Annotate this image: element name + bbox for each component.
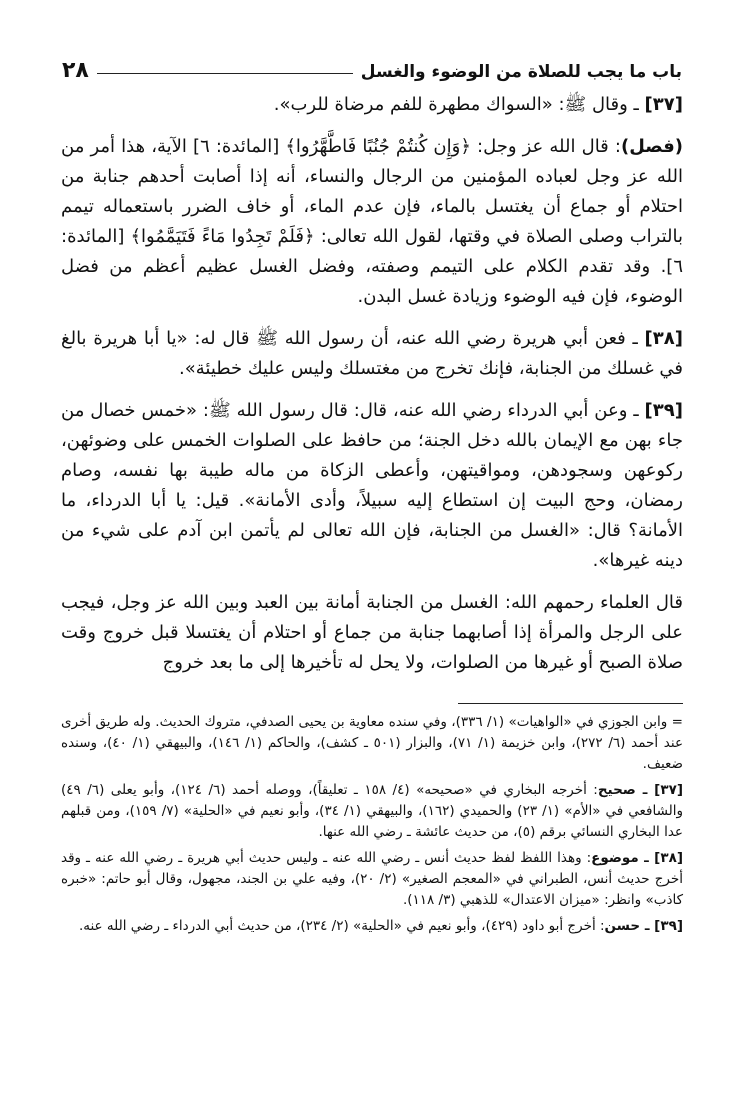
section-label: (فصل) [620, 136, 684, 157]
footnote-separator [458, 703, 683, 704]
footnote-text: : أخرجه البخاري في «صحيحه» (٤/ ١٥٨ ـ تعليقاً)، ووصله أحمد (٦/ ١٢٤)، وأبو يعلى (٦/ ٤٩) والشافعي في «الأم» (١/ ٢٣) والحميدي (١٦٢)، والبيهقي (١/ ٣٤)، وأبو نعيم في «الحلية» (٧/ ١٥٩)، ومن قبلهم عدا البخاري النسائي برقم (٥)، من حديث عائشة ـ رضي الله عنها. [61, 782, 684, 840]
footnotes [61, 712, 683, 937]
footnote-grade: ـ صحيح [597, 782, 655, 798]
paragraph [61, 396, 683, 576]
footnote [61, 916, 683, 937]
page-number: ٢٨ [62, 58, 89, 83]
footnote-grade: ـ حسن [604, 918, 655, 934]
footnote-text: : أخرج أبو داود (٤٢٩)، وأبو نعيم في «الحلية» (٢/ ٢٣٤)، من حديث أبي الدرداء ـ رضي الله عنه. [78, 918, 605, 934]
hadith-number: [٣٨] [644, 328, 683, 349]
footnote-number: [٣٧] [654, 782, 683, 798]
page-header [62, 52, 682, 82]
paragraph-text: ـ فعن أبي هريرة رضي الله عنه، أن رسول الله ﷺ قال له: «يا أبا هريرة بالغ في غسلك من الجنابة، فإنك تخرج من مغتسلك وليس عليك خطيئة». [61, 328, 683, 379]
footnote [61, 848, 683, 911]
footnote-text: = وابن الجوزي في «الواهيات» (١/ ٣٣٦)، وفي سنده معاوية بن يحيى الصدفي، متروك الحديث. وله طريق أخرى عند أحمد (٦/ ٢٧٢)، وابن خزيمة (١/ ٧١)، والبزار (٥٠١ ـ كشف)، والحاكم (١/ ١٤٦)، والبيهقي (١/ ٤٠)، وسنده ضعيف. [61, 714, 684, 772]
running-title: باب ما يجب للصلاة من الوضوء والغسل [360, 62, 682, 82]
footnote [61, 712, 683, 775]
footnote [61, 780, 683, 843]
main-text [61, 90, 683, 678]
header-rule [97, 63, 353, 74]
footnote-number: [٣٩] [654, 918, 683, 934]
paragraph-text: ـ وقال ﷺ: «السواك مطهرة للفم مرضاة للرب». [273, 94, 645, 115]
hadith-number: [٣٧] [644, 94, 683, 115]
hadith-number: [٣٩] [644, 400, 683, 421]
paragraph-text: : قال الله عز وجل: ﴿وَإِن كُنتُمْ جُنُبًا فَاطَّهَّرُوا﴾ [المائدة: ٦] الآية، هذا أمر من الله عز وجل لعباده المؤمنين من الرجال والنساء، أنه إذا أصابت أحدهم جنابة من احتلام أو جماع أن يغتسل بالماء، فإن عدم الماء، أو خاف الضرر باستعماله تيمم بالتراب وصلى الصلاة في وقتها، لقول الله تعالى: ﴿فَلَمْ تَجِدُوا مَاءً فَتَيَمَّمُوا﴾ [المائدة: ٦]. وقد تقدم الكلام على التيمم وصفته، وفضل الغسل عظيم أعظم من فضل الوضوء، فإن فيه الوضوء وزيادة غسل البدن. [61, 136, 683, 307]
paragraph [61, 132, 683, 312]
paragraph [61, 324, 683, 384]
footnote-grade: ـ موضوع [591, 850, 655, 866]
footnote-text: : وهذا اللفظ لفظ حديث أنس ـ رضي الله عنه ـ وليس حديث أبي هريرة ـ رضي الله عنه ـ وقد أخرج حديث أنس، الطبراني في «المعجم الصغير» (٢/ ٢٠)، وفيه علي بن الجند، مجهول، وقال أبو حاتم: «خبره كاذب» وانظر: «ميزان الاعتدال» للذهبي (٣/ ١١٨). [61, 850, 683, 908]
paragraph [61, 90, 683, 120]
footnote-number: [٣٨] [654, 850, 683, 866]
paragraph-text: ـ وعن أبي الدرداء رضي الله عنه، قال: قال رسول الله ﷺ: «خمس خصال من جاء بهن مع الإيمان بالله دخل الجنة؛ من حافظ على الصلوات الخمس على وضوئهن، ركوعهن وسجودهن، ومواقيتهن، وأعطى الزكاة من ماله طيبة بها نفسه، وصام رمضان، وحج البيت إن استطاع إليه سبيلاً، وأدى الأمانة». قيل: يا أبا الدرداء، ما الأمانة؟ قال: «الغسل من الجنابة، فإن الله تعالى لم يأتمن ابن آدم على شيء من دينه غيرها». [61, 400, 683, 571]
paragraph-text: قال العلماء رحمهم الله: الغسل من الجنابة أمانة بين العبد وبين الله عز وجل، فيجب على الرجل والمرأة إذا أصابهما جنابة من جماع أو احتلام أن يغتسلا قبل خروج وقت صلاة الصبح أو غيرها من الصلوات، ولا يحل له تأخيرها إلى ما بعد خروج [61, 592, 683, 673]
paragraph [61, 588, 683, 678]
